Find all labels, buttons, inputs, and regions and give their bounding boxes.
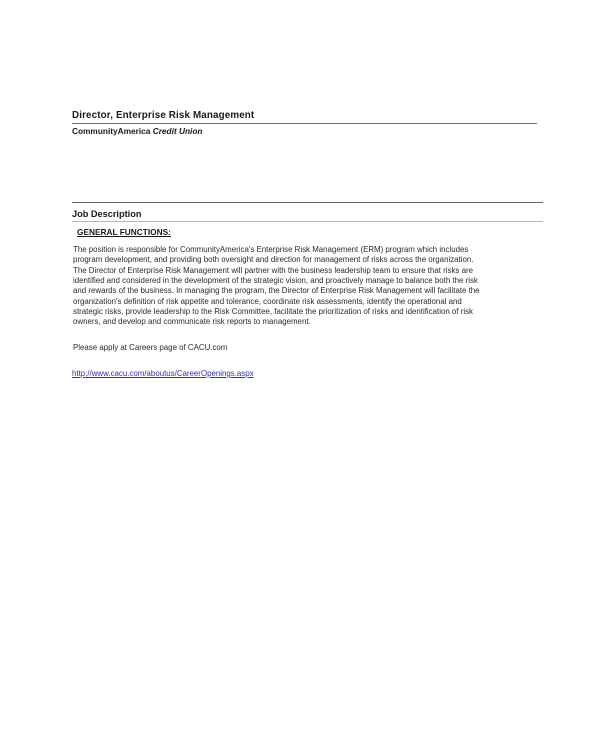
careers-page-link[interactable]: http://www.cacu.com/aboutus/CareerOpenings.aspx bbox=[72, 369, 254, 378]
company-name: CommunityAmerica bbox=[72, 125, 151, 136]
company-subtitle bbox=[72, 126, 543, 136]
section-heading: Job Description bbox=[72, 209, 142, 219]
subsection-heading-general-functions: GENERAL FUNCTIONS: bbox=[77, 227, 171, 237]
body-line: The Director of Enterprise Risk Management will partner with the business leadership team to ensure that risks are bbox=[73, 265, 473, 275]
page-title: Director, Enterprise Risk Management bbox=[72, 110, 255, 121]
apply-instruction: Please apply at Careers page of CACU.com bbox=[73, 343, 228, 352]
body-line: strategic risks, provide leadership to the Risk Committee, facilitate the prioritization of risks and identification of risk bbox=[73, 307, 473, 317]
body-paragraph bbox=[73, 245, 547, 328]
company-entity-type: Credit Union bbox=[152, 125, 203, 136]
body-line: identified and considered in the development of the strategic vision, and proactively manage to balance both the risk bbox=[73, 276, 478, 286]
body-line: owners, and develop and communicate risk reports to management. bbox=[73, 317, 311, 327]
body-line: and rewards of the business. In managing the program, the Director of Enterprise Risk Management will facilitate the bbox=[73, 286, 480, 296]
title-divider bbox=[72, 123, 537, 124]
body-line: organization's definition of risk appetite and tolerance, coordinate risk assessments, identify the operational and bbox=[73, 296, 462, 306]
job-description-section bbox=[72, 209, 543, 240]
document-header bbox=[72, 110, 543, 136]
body-line: The position is responsible for CommunityAmerica's Enterprise Risk Management (ERM) program which includes bbox=[73, 245, 469, 254]
body-line: program development, and providing both oversight and direction for management of risks across the organization. bbox=[73, 255, 474, 265]
section-heading-divider bbox=[72, 221, 543, 222]
section-top-divider bbox=[72, 202, 543, 203]
